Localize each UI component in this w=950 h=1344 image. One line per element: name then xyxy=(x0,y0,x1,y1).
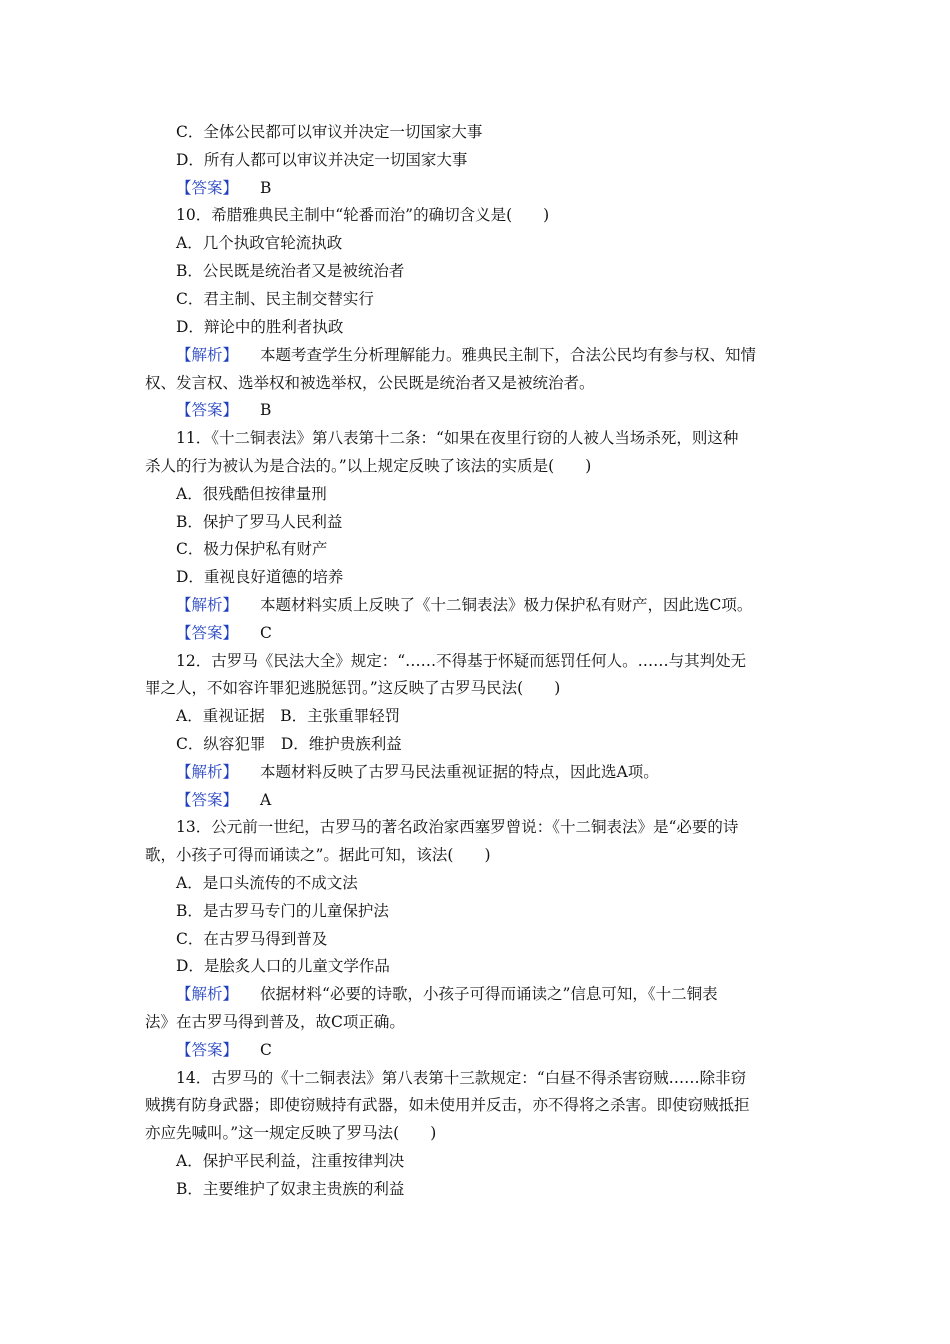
answer-line: 【答案】 B xyxy=(176,179,272,197)
analysis-line: 【解析】 本题材料反映了古罗马民法重视证据的特点，因此选A项。 xyxy=(176,763,659,781)
analysis-line: 【解析】 本题材料实质上反映了《十二铜表法》极力保护私有财产，因此选C项。 xyxy=(176,596,753,614)
option-line: C．纵容犯罪 D．维护贵族利益 xyxy=(176,735,402,753)
analysis-tag: 【解析】 xyxy=(176,596,239,614)
option-line: C．在古罗马得到普及 xyxy=(176,930,328,948)
question-line: 13．公元前一世纪，古罗马的著名政治家西塞罗曾说：《十二铜表法》是“必要的诗 xyxy=(176,818,739,836)
answer-tag: 【答案】 xyxy=(176,791,239,809)
question-line: 歌，小孩子可得而诵读之”。据此可知，该法( ) xyxy=(145,846,491,864)
question-line: 贼携有防身武器；即使窃贼持有武器，如未使用并反击，亦不得将之杀害。即使窃贼抵拒 xyxy=(145,1096,750,1114)
option-line: B．主要维护了奴隶主贵族的利益 xyxy=(176,1180,405,1198)
analysis-line: 【解析】 本题考查学生分析理解能力。雅典民主制下，合法公民均有参与权、知情 xyxy=(176,346,757,364)
question-line: 12．古罗马《民法大全》规定：“……不得基于怀疑而惩罚任何人。……与其判处无 xyxy=(176,652,747,670)
answer-line: 【答案】 C xyxy=(176,624,272,642)
analysis-line: 权、发言权、选举权和被选举权，公民既是统治者又是被统治者。 xyxy=(145,374,595,392)
question-line: 10．希腊雅典民主制中“轮番而治”的确切含义是( ) xyxy=(176,206,550,224)
option-line: D．所有人都可以审议并决定一切国家大事 xyxy=(176,151,468,169)
analysis-tag: 【解析】 xyxy=(176,763,239,781)
option-line: A．几个执政官轮流执政 xyxy=(176,234,343,252)
answer-tag: 【答案】 xyxy=(176,624,239,642)
option-line: C．君主制、民主制交替实行 xyxy=(176,290,374,308)
option-line: B．公民既是统治者又是被统治者 xyxy=(176,262,405,280)
question-line: 14．古罗马的《十二铜表法》第八表第十三款规定：“白昼不得杀害窃贼……除非窃 xyxy=(176,1069,747,1087)
analysis-tag: 【解析】 xyxy=(176,985,239,1003)
option-line: A．很残酷但按律量刑 xyxy=(176,485,327,503)
answer-tag: 【答案】 xyxy=(176,401,239,419)
answer-tag: 【答案】 xyxy=(176,1041,239,1059)
option-line: A．保护平民利益，注重按律判决 xyxy=(176,1152,405,1170)
analysis-line: 【解析】 依据材料“必要的诗歌，小孩子可得而诵读之”信息可知，《十二铜表 xyxy=(176,985,718,1003)
option-line: C．极力保护私有财产 xyxy=(176,540,328,558)
analysis-line: 法》在古罗马得到普及，故C项正确。 xyxy=(145,1013,405,1031)
option-line: D．辩论中的胜利者执政 xyxy=(176,318,344,336)
question-line: 亦应先喊叫。”这一规定反映了罗马法( ) xyxy=(145,1124,437,1142)
option-line: C．全体公民都可以审议并决定一切国家大事 xyxy=(176,123,483,141)
question-line: 罪之人，不如容许罪犯逃脱惩罚。”这反映了古罗马民法( ) xyxy=(145,679,561,697)
option-line: B．保护了罗马人民利益 xyxy=(176,513,343,531)
option-line: A．重视证据 B．主张重罪轻罚 xyxy=(176,707,401,725)
answer-line: 【答案】 B xyxy=(176,401,272,419)
question-line: 杀人的行为被认为是合法的。”以上规定反映了该法的实质是( ) xyxy=(145,457,592,475)
answer-line: 【答案】 C xyxy=(176,1041,272,1059)
analysis-tag: 【解析】 xyxy=(176,346,239,364)
option-line: D．重视良好道德的培养 xyxy=(176,568,344,586)
answer-line: 【答案】 A xyxy=(176,791,272,809)
answer-tag: 【答案】 xyxy=(176,179,239,197)
option-line: A．是口头流传的不成文法 xyxy=(176,874,358,892)
question-line: 11．《十二铜表法》第八表第十二条：“如果在夜里行窃的人被人当场杀死，则这种 xyxy=(176,429,739,447)
option-line: D．是脍炙人口的儿童文学作品 xyxy=(176,957,390,975)
option-line: B．是古罗马专门的儿童保护法 xyxy=(176,902,389,920)
